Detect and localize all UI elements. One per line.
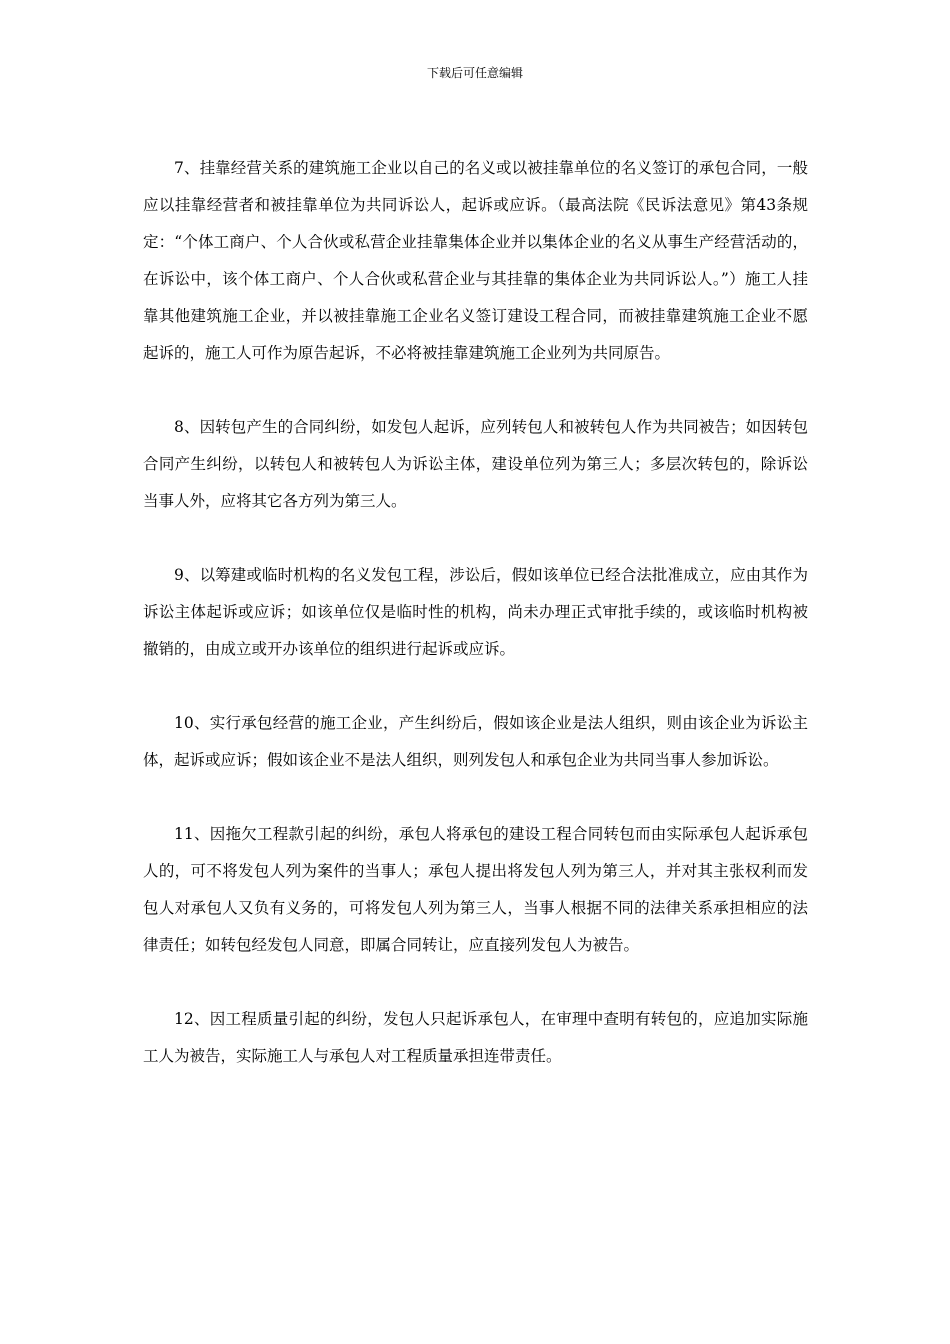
paragraph-8: 8、因转包产生的合同纠纷，如发包人起诉，应列转包人和被转包人作为共同被告；如因转包合同产生纠纷，以转包人和被转包人为诉讼主体，建设单位列为第三人；多层次转包的，除诉讼当事人外，应将其它各方列为第三人。	[143, 418, 808, 510]
page-header: 下载后可任意编辑	[426, 66, 523, 80]
paragraph-9: 9、以筹建或临时机构的名义发包工程，涉讼后，假如该单位已经合法批准成立，应由其作为诉讼主体起诉或应诉；如该单位仅是临时性的机构，尚未办理正式审批手续的，或该临时机构被撤销的，由成立或开办该单位的组织进行起诉或应诉。	[143, 566, 808, 658]
paragraph-12: 12、因工程质量引起的纠纷，发包人只起诉承包人，在审理中查明有转包的，应追加实际施工人为被告，实际施工人与承包人对工程质量承担连带责任。	[143, 1010, 808, 1065]
paragraph-10: 10、实行承包经营的施工企业，产生纠纷后，假如该企业是法人组织，则由该企业为诉讼主体，起诉或应诉；假如该企业不是法人组织，则列发包人和承包企业为共同当事人参加诉讼。	[143, 714, 808, 769]
paragraph-11: 11、因拖欠工程款引起的纠纷，承包人将承包的建设工程合同转包而由实际承包人起诉承包人的，可不将发包人列为案件的当事人；承包人提出将发包人列为第三人，并对其主张权利而发包人对承包人又负有义务的，可将发包人列为第三人，当事人根据不同的法律关系承担相应的法律责任；如转包经发包人同意，即属合同转让，应直接列发包人为被告。	[143, 825, 808, 954]
document-body	[143, 150, 808, 1075]
paragraph-7: 7、挂靠经营关系的建筑施工企业以自己的名义或以被挂靠单位的名义签订的承包合同，一般应以挂靠经营者和被挂靠单位为共同诉讼人，起诉或应诉。（最高法院《民诉法意见》第43条规定：“个体工商户、个人合伙或私营企业挂靠集体企业并以集体企业的名义从事生产经营活动的，在诉讼中，该个体工商户、个人合伙或私营企业与其挂靠的集体企业为共同诉讼人。”）施工人挂靠其他建筑施工企业，并以被挂靠施工企业名义签订建设工程合同，而被挂靠建筑施工企业不愿起诉的，施工人可作为原告起诉，不必将被挂靠建筑施工企业列为共同原告。	[143, 159, 808, 362]
